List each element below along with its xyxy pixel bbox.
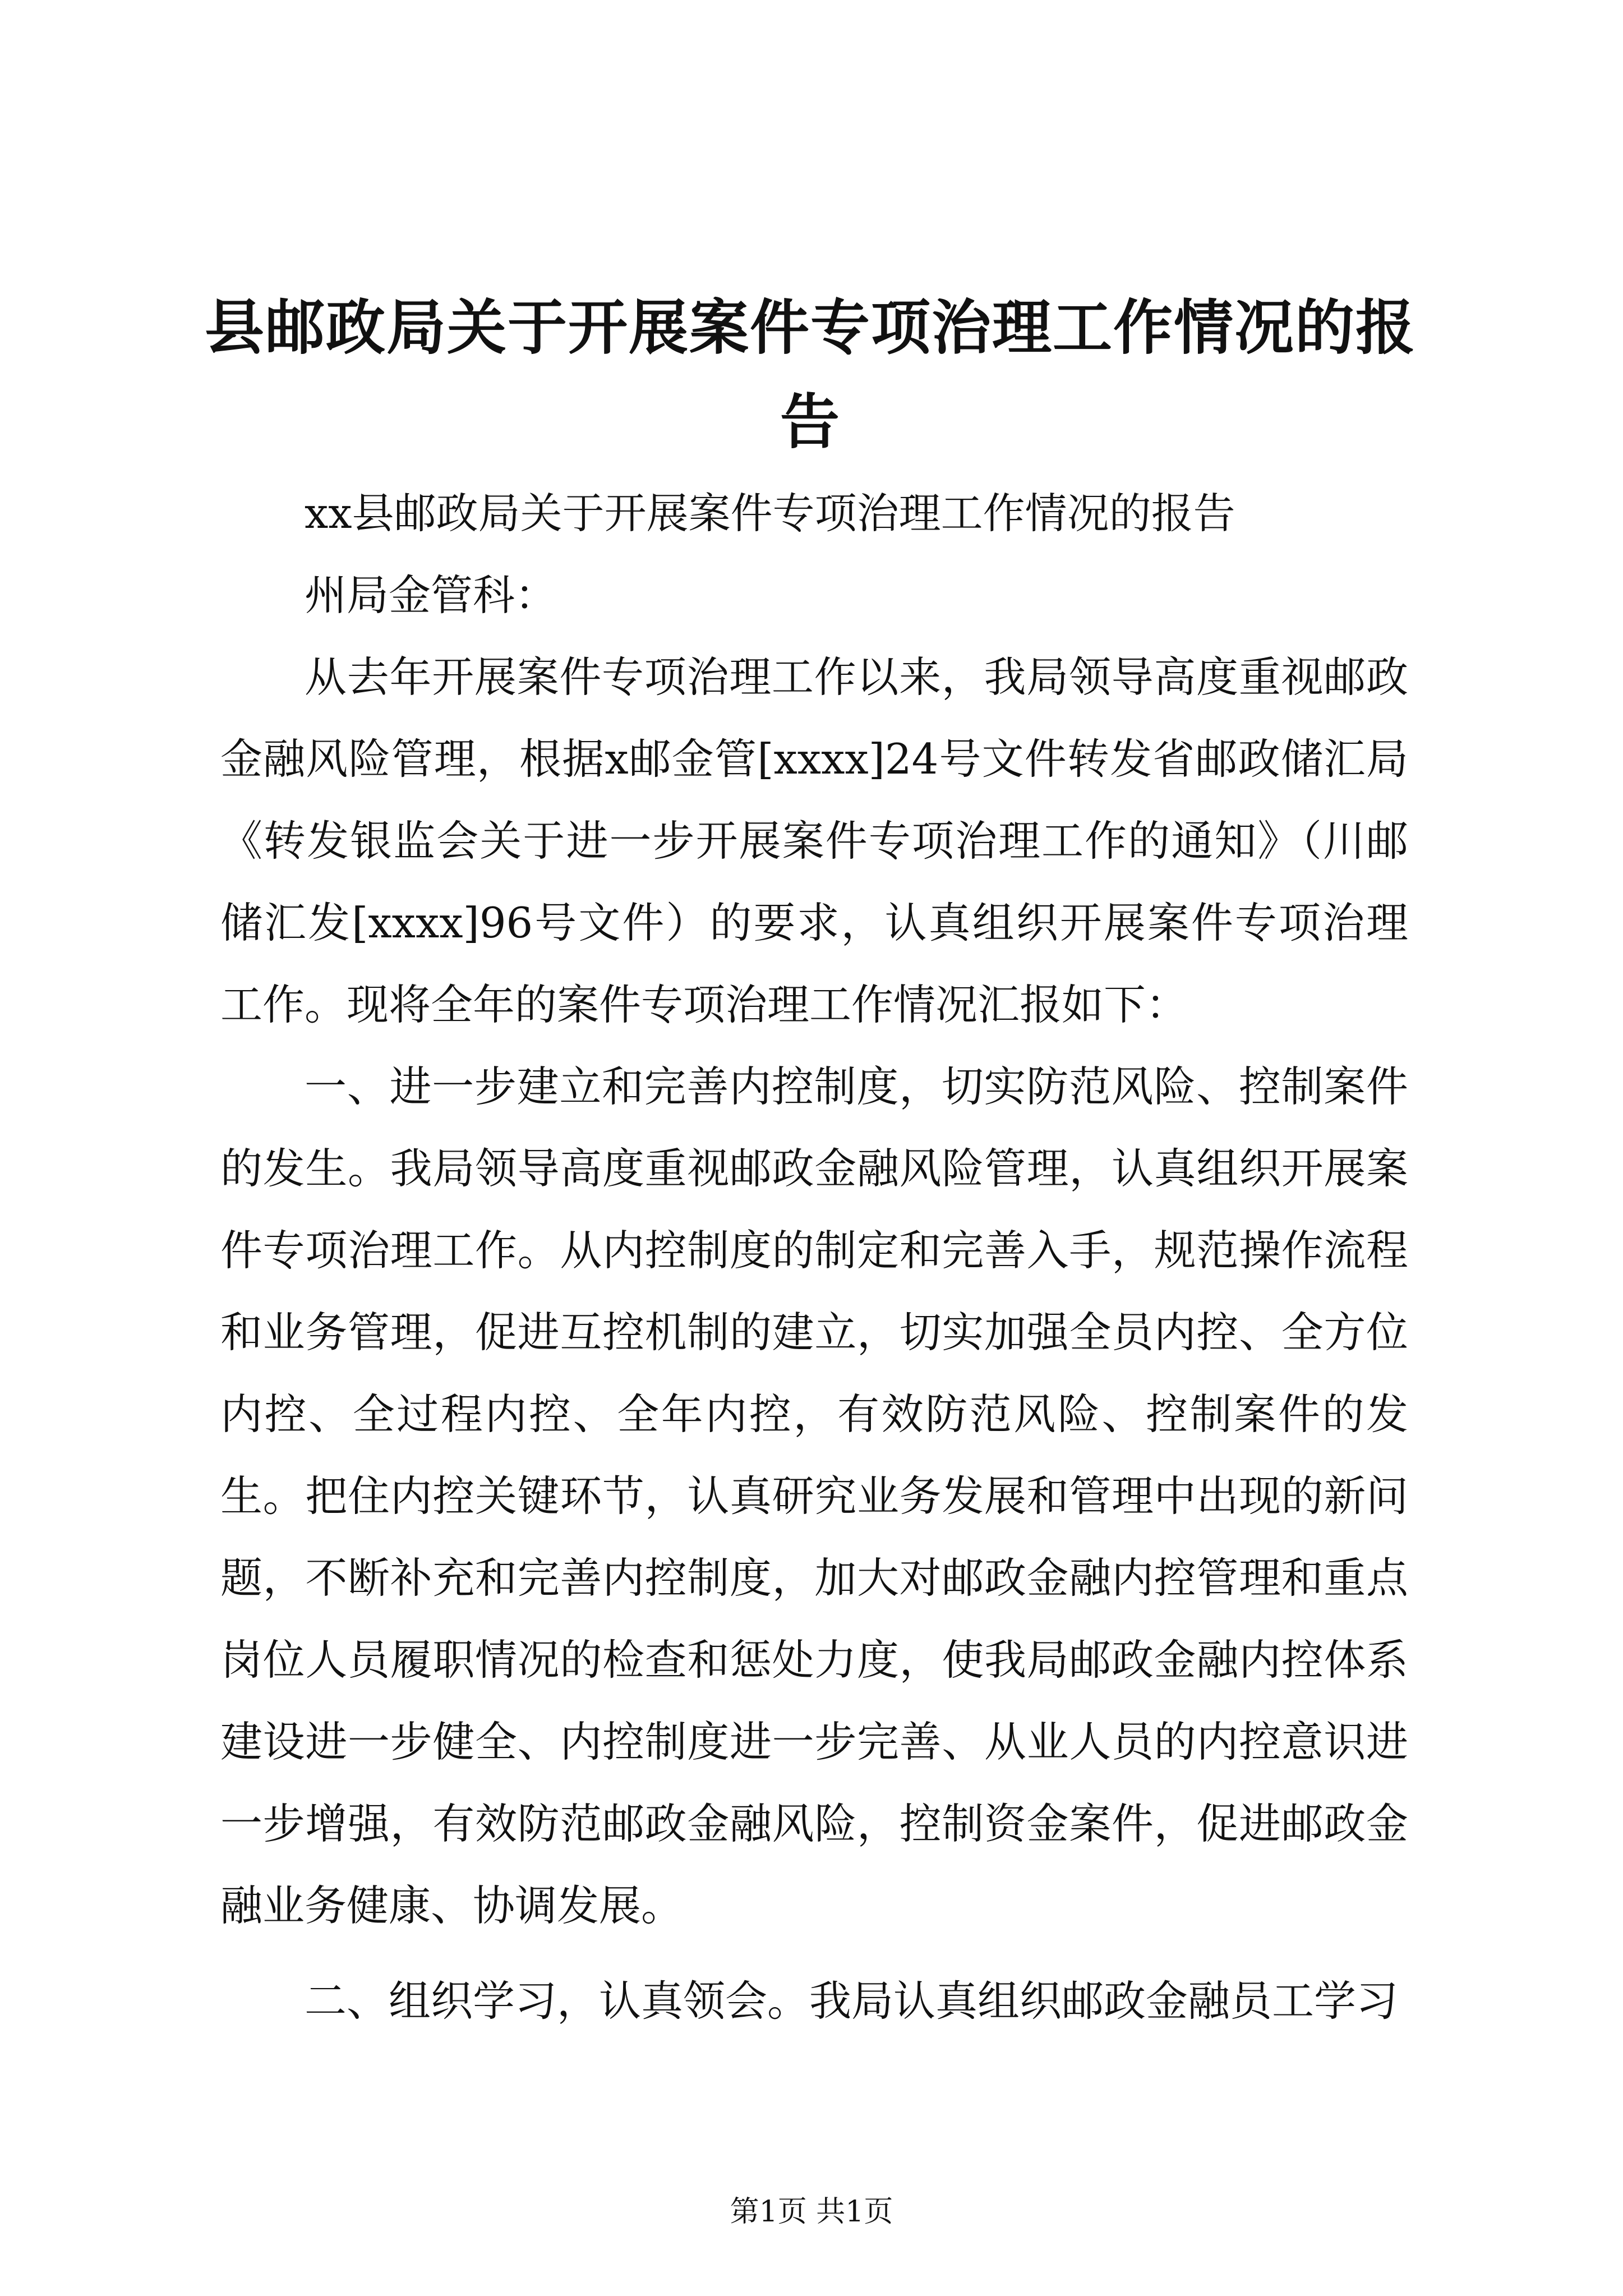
- paragraph-section-2: 二、组织学习，认真领会。我局认真组织邮政金融员工学习: [305, 1976, 1399, 2026]
- paragraph-intro: 从去年开展案件专项治理工作以来，我局领导高度重视邮政金融风险管理，根据x邮金管[xxxx]24号文件转发省邮政储汇局《转发银监会关于进一步开展案件专项治理工作的通知》（川邮储汇发[xxxx]96号文件）的要求，认真组织开展案件专项治理工作。现将全年的案件专项治理工作情况汇报如下：: [220, 652, 1408, 1029]
- document-title: 县邮政局关于开展案件专项治理工作情况的报告: [205, 292, 1416, 457]
- document-subtitle: xx县邮政局关于开展案件专项治理工作情况的报告: [305, 489, 1235, 538]
- page-footer: 第1页 共1页: [730, 2195, 893, 2229]
- salutation: 州局金管科：: [305, 570, 557, 620]
- document-body: [220, 472, 1408, 2042]
- paragraph-section-1: 一、进一步建立和完善内控制度，切实防范风险、控制案件的发生。我局领导高度重视邮政金融风险管理，认真组织开展案件专项治理工作。从内控制度的制定和完善入手，规范操作流程和业务管理，促进互控机制的建立，切实加强全员内控、全方位内控、全过程内控、全年内控，有效防范风险、控制案件的发生。把住内控关键环节，认真研究业务发展和管理中出现的新问题，不断补充和完善内控制度，加大对邮政金融内控管理和重点岗位人员履职情况的检查和惩处力度，使我局邮政金融内控体系建设进一步健全、内控制度进一步完善、从业人员的内控意识进一步增强，有效防范邮政金融风险，控制资金案件，促进邮政金融业务健康、协调发展。: [220, 1062, 1408, 1930]
